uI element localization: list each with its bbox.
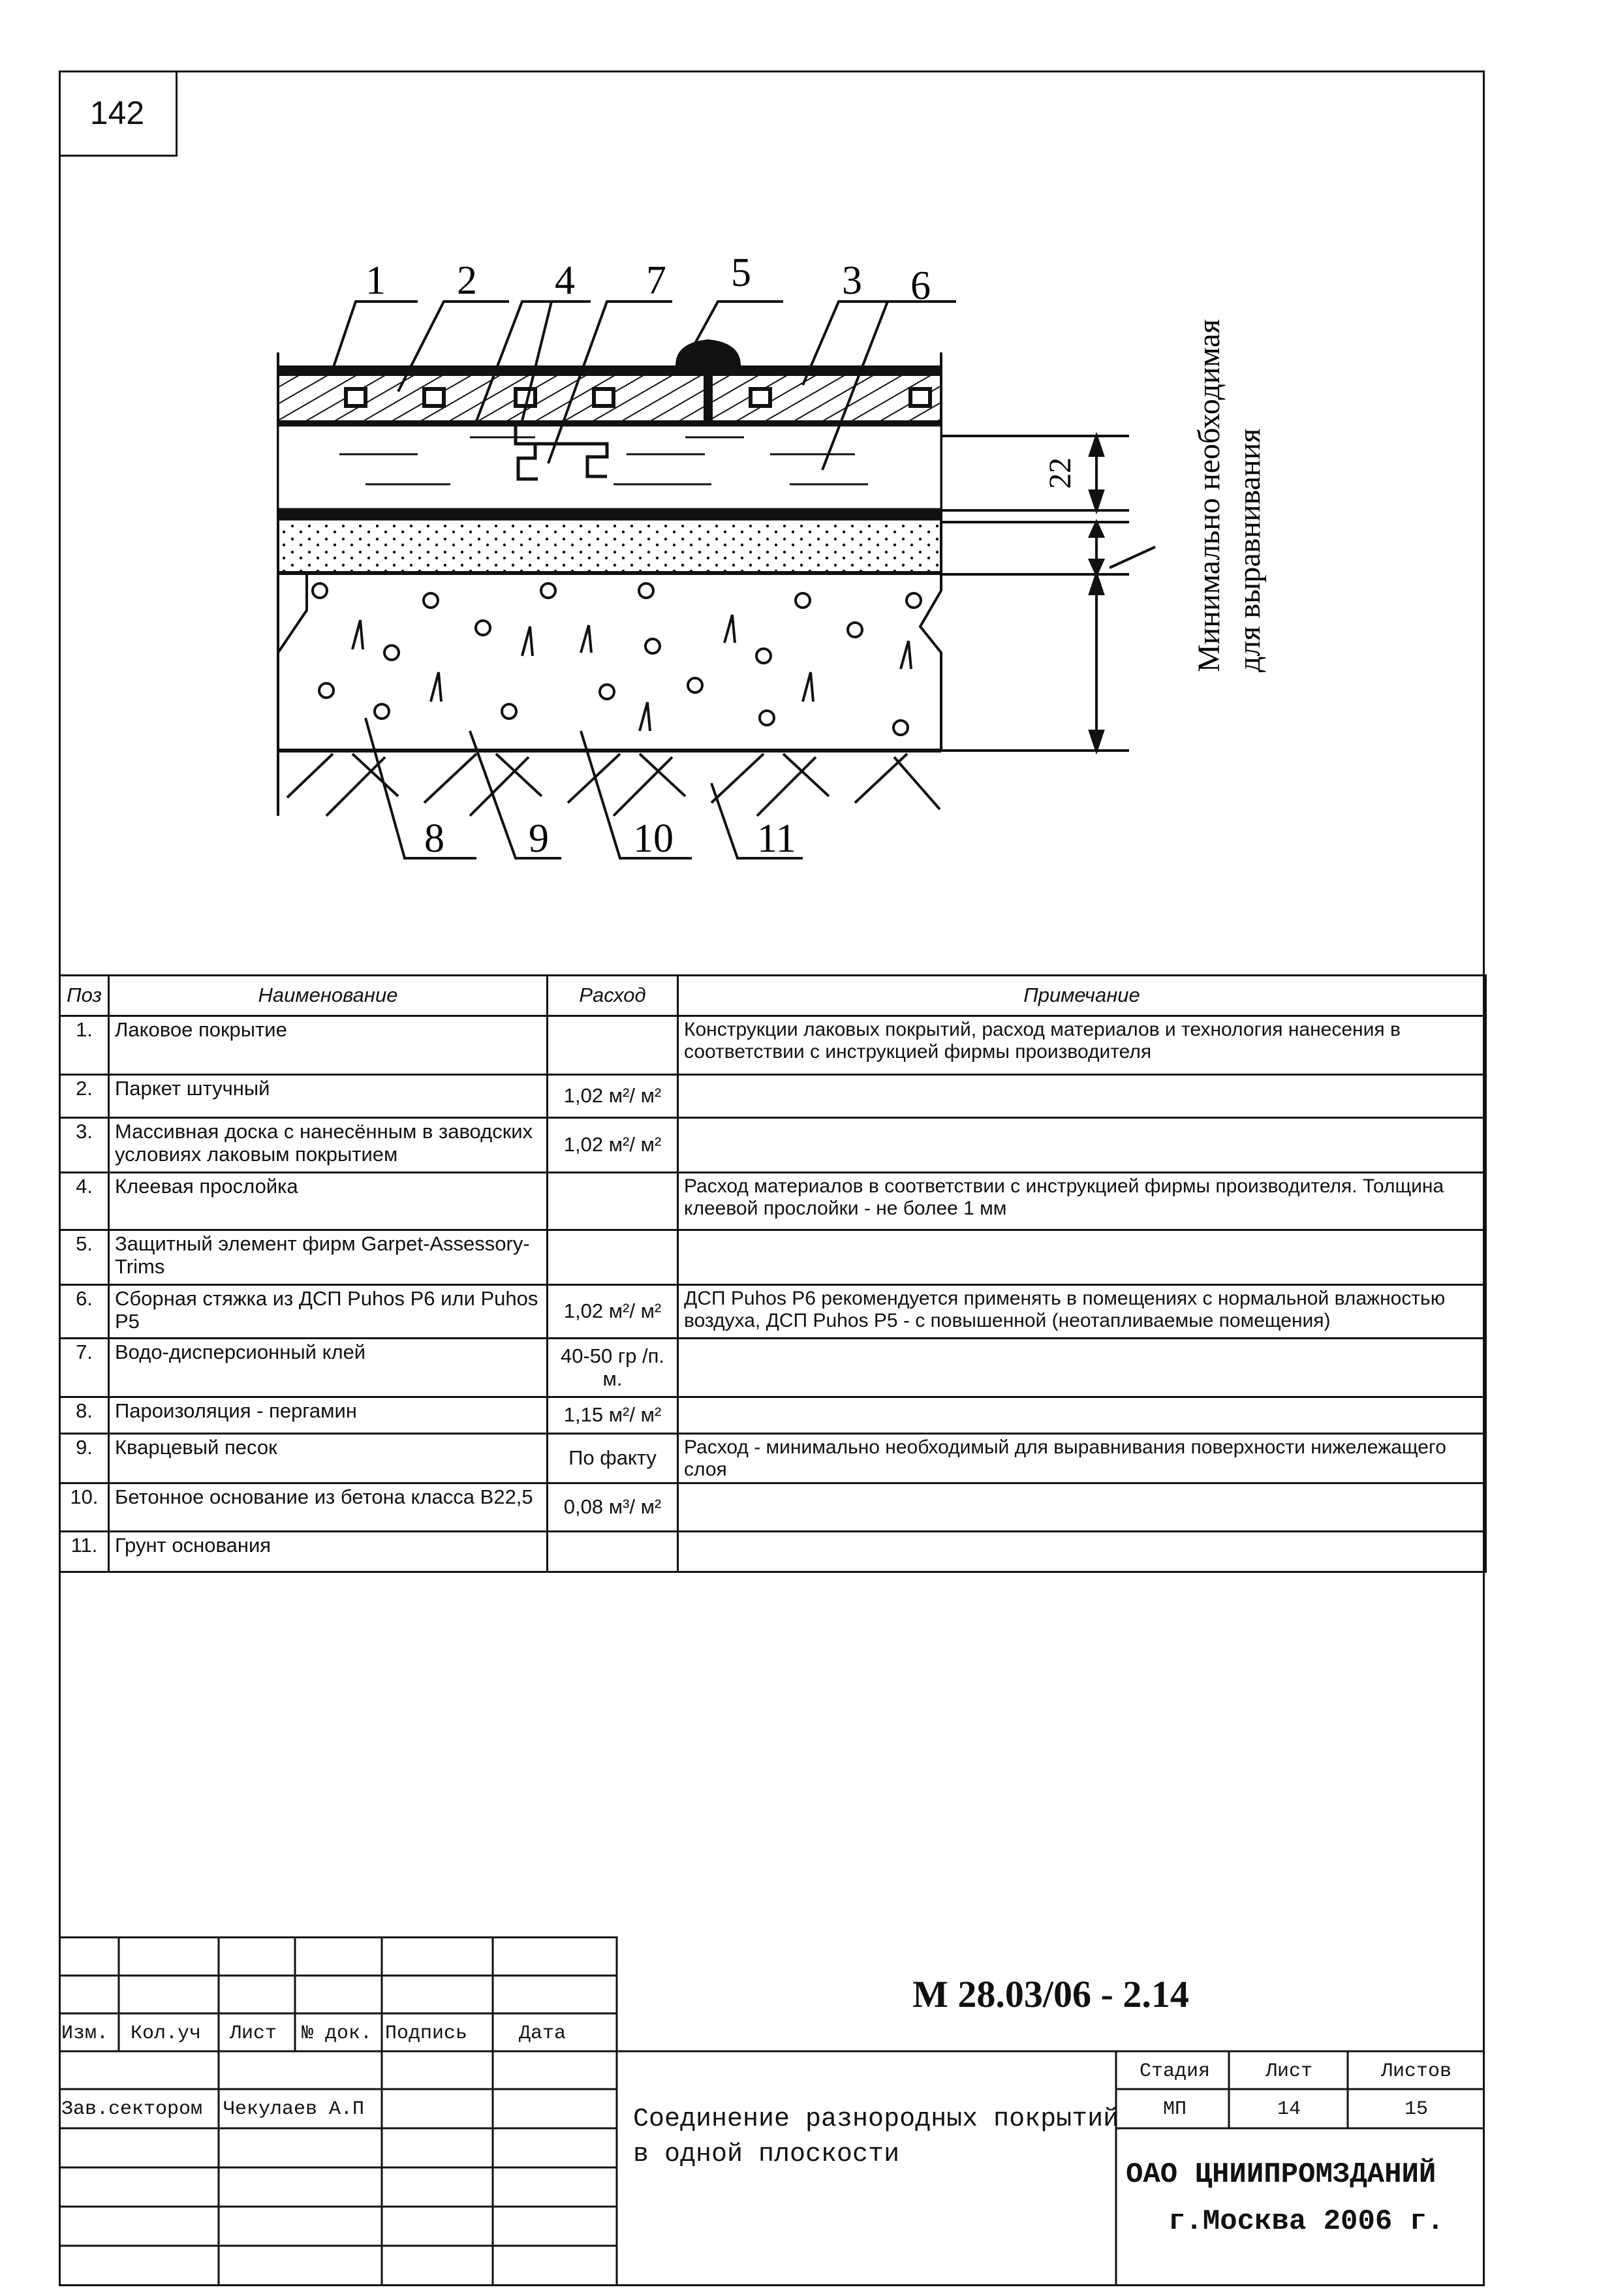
cell-note bbox=[678, 1075, 1486, 1118]
table-header-row bbox=[60, 976, 1486, 1016]
cell-pos: 11. bbox=[60, 1532, 109, 1572]
city-year: г.Москва 2006 г. bbox=[1168, 2205, 1444, 2238]
col-data: Дата bbox=[519, 2023, 567, 2045]
callout-9: 9 bbox=[529, 816, 549, 861]
cell-name: Паркет штучный bbox=[109, 1075, 548, 1118]
cell-pos: 7. bbox=[60, 1339, 109, 1397]
callout-6: 6 bbox=[910, 264, 931, 308]
cell-rate: 40-50 гр /п. м. bbox=[548, 1339, 678, 1397]
person-name: Чекулаев А.П bbox=[223, 2098, 365, 2120]
title-block bbox=[59, 1936, 1485, 2286]
cell-note: ДСП Puhos P6 рекомендуется применять в помещениях с нормальной влажностью воздуха, ДСП Puhos P5 - с повышенной (неотапливаемые помещения) bbox=[678, 1285, 1486, 1339]
sand-layer bbox=[278, 520, 941, 573]
cell-pos: 9. bbox=[60, 1434, 109, 1483]
cell-pos: 2. bbox=[60, 1075, 109, 1118]
drawing-title-line1: Соединение разнородных покрытий bbox=[633, 2105, 1119, 2134]
callout-7: 7 bbox=[646, 258, 666, 303]
cell-note: Расход материалов в соответствии с инструкцией фирмы производителя. Толщина клеевой прослойки - не более 1 мм bbox=[678, 1173, 1486, 1230]
callout-8: 8 bbox=[424, 816, 444, 861]
cell-rate bbox=[548, 1173, 678, 1230]
cell-name: Лаковое покрытие bbox=[109, 1016, 548, 1075]
cell-rate bbox=[548, 1230, 678, 1285]
sheets-value: 15 bbox=[1404, 2098, 1428, 2120]
cell-pos: 10. bbox=[60, 1483, 109, 1532]
cell-note bbox=[678, 1397, 1486, 1434]
table-row bbox=[60, 1483, 1486, 1532]
callout-1: 1 bbox=[365, 258, 386, 303]
document-code: М 28.03/06 - 2.14 bbox=[912, 1972, 1189, 2015]
sheet-label: Лист bbox=[1265, 2060, 1312, 2083]
cell-pos: 6. bbox=[60, 1285, 109, 1339]
cell-name: Клеевая прослойка bbox=[109, 1173, 548, 1230]
cell-rate: 1,15 м²/ м² bbox=[548, 1397, 678, 1434]
header-name: Наименование bbox=[109, 976, 548, 1016]
vapour-barrier bbox=[278, 509, 941, 520]
role-label: Зав.сектором bbox=[61, 2098, 203, 2120]
cell-name: Водо-дисперсионный клей bbox=[109, 1339, 548, 1397]
page-number: 142 bbox=[59, 70, 178, 157]
col-ndok: № док. bbox=[302, 2023, 373, 2045]
callout-3: 3 bbox=[842, 258, 862, 303]
cell-rate: 1,02 м²/ м² bbox=[548, 1075, 678, 1118]
cell-note: Расход - минимально необходимый для выравнивания поверхности нижележащего слоя bbox=[678, 1434, 1486, 1483]
sheets-label: Листов bbox=[1380, 2060, 1452, 2083]
floor-section-drawing bbox=[0, 0, 1599, 966]
table-row bbox=[60, 1118, 1486, 1173]
table-row bbox=[60, 1339, 1486, 1397]
cell-name: Защитный элемент фирм Garpet-Assessory-Trims bbox=[109, 1230, 548, 1285]
protective-trim-element bbox=[675, 339, 741, 365]
col-izm: Изм. bbox=[61, 2023, 109, 2045]
specification-table bbox=[59, 974, 1487, 1573]
organization-name: ОАО ЦНИИПРОМЗДАНИЙ bbox=[1126, 2158, 1436, 2191]
cell-note bbox=[678, 1483, 1486, 1532]
stage-value: МП bbox=[1162, 2098, 1187, 2120]
table-row bbox=[60, 1285, 1486, 1339]
chipboard-layer bbox=[278, 426, 941, 509]
cell-rate bbox=[548, 1532, 678, 1572]
table-row bbox=[60, 1173, 1486, 1230]
cell-rate bbox=[548, 1016, 678, 1075]
cell-name: Пароизоляция - пергамин bbox=[109, 1397, 548, 1434]
callout-11: 11 bbox=[757, 816, 796, 861]
cell-rate: 0,08 м³/ м² bbox=[548, 1483, 678, 1532]
cell-name: Бетонное основание из бетона класса B22,5 bbox=[109, 1483, 548, 1532]
table-row bbox=[60, 1397, 1486, 1434]
cell-note bbox=[678, 1230, 1486, 1285]
sheet-value: 14 bbox=[1277, 2098, 1301, 2120]
cell-rate: 1,02 м²/ м² bbox=[548, 1118, 678, 1173]
col-kol: Кол.уч bbox=[131, 2023, 202, 2045]
cell-note bbox=[678, 1532, 1486, 1572]
table-row bbox=[60, 1532, 1486, 1572]
varnish-layer bbox=[278, 365, 941, 373]
callout-5: 5 bbox=[731, 251, 751, 295]
cell-name: Грунт основания bbox=[109, 1532, 548, 1572]
header-pos: Поз bbox=[60, 976, 109, 1016]
concrete-base-outline bbox=[278, 574, 941, 751]
cell-rate: По факту bbox=[548, 1434, 678, 1483]
cell-pos: 5. bbox=[60, 1230, 109, 1285]
cell-note bbox=[678, 1118, 1486, 1173]
callout-10: 10 bbox=[633, 816, 674, 861]
col-list: Лист bbox=[230, 2023, 277, 2045]
cell-note bbox=[678, 1339, 1486, 1397]
cell-pos: 1. bbox=[60, 1016, 109, 1075]
drawing-title-line2: в одной плоскости bbox=[633, 2140, 900, 2169]
cell-pos: 4. bbox=[60, 1173, 109, 1230]
col-podpis: Подпись bbox=[385, 2023, 468, 2045]
callout-4: 4 bbox=[555, 258, 575, 303]
header-note: Примечание bbox=[678, 976, 1486, 1016]
side-note-line2: для выравнивания bbox=[1232, 428, 1267, 672]
header-rate: Расход bbox=[548, 976, 678, 1016]
table-row bbox=[60, 1075, 1486, 1118]
cell-name: Массивная доска с нанесённым в заводских условиях лаковым покрытием bbox=[109, 1118, 548, 1173]
table-row bbox=[60, 1434, 1486, 1483]
cell-pos: 8. bbox=[60, 1397, 109, 1434]
table-row bbox=[60, 1016, 1486, 1075]
cell-note: Конструкции лаковых покрытий, расход материалов и технология нанесения в соответствии с инструкцией фирмы производителя bbox=[678, 1016, 1486, 1075]
side-note-line1: Минимально необходимая bbox=[1192, 319, 1226, 672]
stage-label: Стадия bbox=[1139, 2060, 1211, 2083]
dimension-22: 22 bbox=[1043, 458, 1078, 489]
cell-pos: 3. bbox=[60, 1118, 109, 1173]
cell-rate: 1,02 м²/ м² bbox=[548, 1285, 678, 1339]
callout-2: 2 bbox=[457, 258, 477, 303]
cell-name: Кварцевый песок bbox=[109, 1434, 548, 1483]
cell-name: Сборная стяжка из ДСП Puhos P6 или Puhos P5 bbox=[109, 1285, 548, 1339]
table-row bbox=[60, 1230, 1486, 1285]
